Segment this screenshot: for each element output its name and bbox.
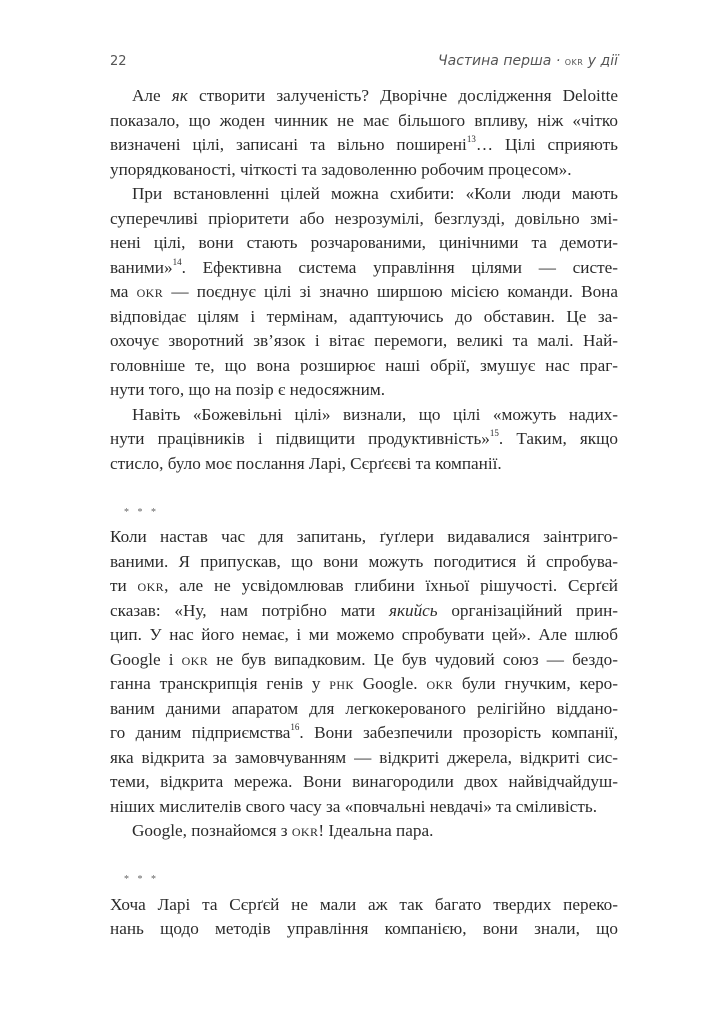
- paragraph-5: [110, 819, 618, 844]
- text-line: охочує зворотний зв’язок і вітає перемоги, великі та малі. Най-: [110, 331, 618, 350]
- text-line: показало, що жоден чинник не має більшого впливу, ніж «чітко: [110, 110, 618, 130]
- paragraph-2: [110, 182, 618, 403]
- text-line: стисло, було моє послання Ларі, Сєрґєєві та компанії.: [110, 453, 502, 473]
- running-head-suffix: у дії: [583, 53, 618, 69]
- emphasis: якийсь: [388, 600, 438, 620]
- text-line: нань щодо методів управління компанією, вони знали, що: [110, 919, 618, 938]
- text-line: ваними. Я припускав, що вони можуть погодитися й спробува-: [110, 551, 618, 571]
- emphasis: як: [171, 86, 188, 105]
- text-line: Навіть «Божевільні цілі» визнали, що цілі «можуть надих-: [132, 404, 618, 424]
- text-line: ваними»$^{14}$. Ефективна система управління цілями — систе-: [110, 256, 618, 277]
- text-line: При встановленні цілей можна схибити: «Коли люди мають: [132, 184, 618, 203]
- running-head-part: Частина перша ·: [438, 53, 565, 69]
- page-header: [110, 52, 618, 72]
- text-line: сказав: «Ну, нам потрібно мати якийсь організаційний прин-: [110, 600, 618, 620]
- text-line: нути того, що на позір є недосяжним.: [110, 380, 385, 399]
- okr-smallcaps: okr: [291, 821, 319, 840]
- text-line: ніших мислителів свого часу за «повчальні невдачі» та сміливість.: [110, 796, 598, 816]
- okr-smallcaps: okr: [136, 282, 164, 301]
- text-line: відповідає цілям і термінам, адаптуючись до обставин. Це за-: [110, 306, 618, 326]
- text-line: нути працівників і підвищити продуктивність»$^{15}$. Таким, якщо: [110, 428, 618, 448]
- footnote-ref[interactable]: 16: [290, 722, 300, 732]
- text-line: яка відкрита за замовчуванням — відкриті джерела, відкриті сис-: [110, 747, 618, 767]
- paragraph-6: [110, 893, 618, 942]
- paragraph-1: [110, 84, 618, 182]
- paragraph-3: [110, 403, 618, 477]
- okr-smallcaps: okr: [181, 649, 209, 669]
- text-line: ти okr, але не усвідомлював глибини їхньої рішучості. Сєрґєй: [110, 576, 618, 595]
- text-line: ваним даними апаратом для легкокерованого релігійно віддано-: [110, 698, 618, 718]
- footnote-ref[interactable]: 15: [489, 428, 499, 438]
- text-line: ма okr — поєднує цілі зі значно ширшою місією команди. Вона: [110, 282, 618, 301]
- okr-smallcaps: okr: [426, 674, 454, 693]
- text-line: нені цілі, вони стають розчарованими, цинічними та демоти-: [110, 233, 618, 252]
- text-line: Google і okr не був випадковим. Це був чудовий союз — бездо-: [110, 649, 619, 669]
- text-line: Але як створити залученість? Дворічне дослідження Deloitte: [132, 86, 618, 105]
- running-head: [438, 53, 618, 69]
- text-line: ганна транскрипція генів у рнк Google. okr були гнучким, керо-: [110, 674, 619, 693]
- footnote-ref[interactable]: 14: [172, 256, 182, 267]
- body-text: [110, 84, 618, 942]
- running-head-okr: okr: [564, 55, 584, 68]
- page-number: 22: [110, 54, 127, 69]
- text-line: цип. У нас його немає, і ми можемо спробувати цей». Але шлюб: [110, 625, 618, 644]
- text-line: теми, відкрита мережа. Вони винагородили двох найвідчайдуш-: [110, 772, 618, 791]
- section-separator: * * *: [124, 506, 159, 518]
- spacer: [110, 844, 618, 869]
- okr-smallcaps: okr: [137, 576, 165, 595]
- text-line: Google, познайомся з okr! Ідеальна пара.: [132, 821, 434, 840]
- paragraph-4: [110, 525, 618, 819]
- spacer: [110, 476, 618, 501]
- text-line: визначені цілі, записані та вільно поширені$^{13}$… Цілі сприяють: [110, 134, 618, 154]
- text-line: суперечливі пріоритети або незрозумілі, безглузді, довільно змі-: [110, 208, 618, 228]
- text-line: Хоча Ларі та Сєрґєй не мали аж так багато твердих переко-: [110, 894, 618, 914]
- text-line: Коли настав час для запитань, ґуґлери видавалися заінтриго-: [110, 527, 618, 546]
- section-separator: * * *: [124, 874, 159, 885]
- text-line: упорядкованості, чіткості та задоволенню робочим процесом».: [110, 159, 572, 179]
- text-line: го даним підприємства$^{16}$. Вони забезпечили прозорість компанії,: [110, 722, 618, 742]
- rnk-smallcaps: рнк: [329, 674, 354, 693]
- footnote-ref[interactable]: 13: [466, 134, 476, 144]
- text-line: головніше те, що вона розширює наші обрії, змушує нас праг-: [110, 355, 618, 375]
